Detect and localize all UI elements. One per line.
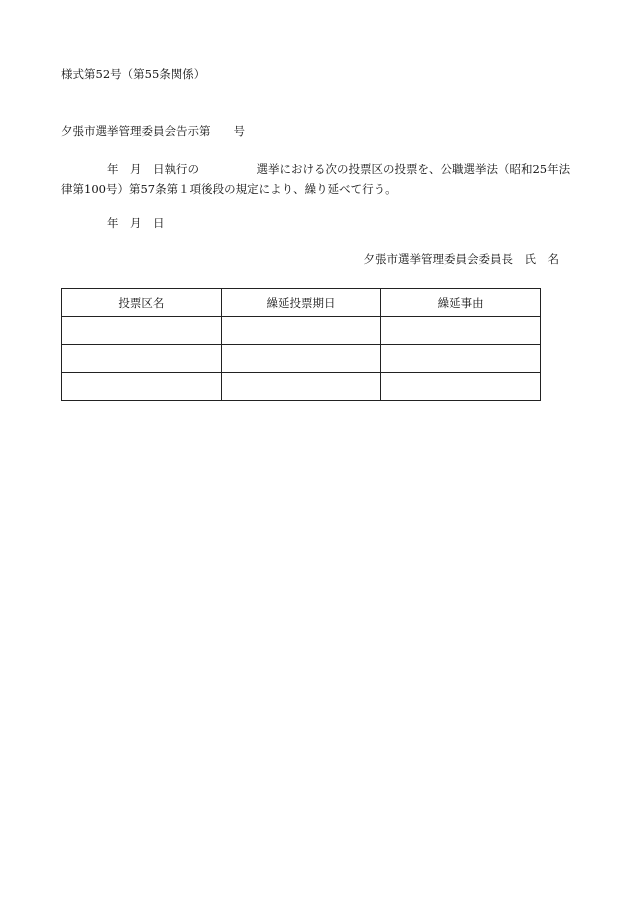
notice-body-line-1: 年 月 日執行の 選挙における次の投票区の投票を、公職選挙法（昭和25年法 bbox=[61, 162, 571, 176]
postponed-voting-table bbox=[61, 288, 541, 401]
table-cell bbox=[221, 317, 381, 345]
header-postponed-date: 繰延投票期日 bbox=[221, 289, 381, 317]
header-postponement-reason: 繰延事由 bbox=[381, 289, 541, 317]
table-cell bbox=[381, 373, 541, 401]
header-voting-district: 投票区名 bbox=[62, 289, 222, 317]
table-cell bbox=[381, 345, 541, 373]
table-cell bbox=[62, 345, 222, 373]
notice-body-line-2: 律第100号）第57条第１項後段の規定により、繰り延べて行う。 bbox=[61, 182, 397, 196]
table-cell bbox=[381, 317, 541, 345]
notice-heading: 夕張市選挙管理委員会告示第 号 bbox=[61, 124, 245, 138]
date-line: 年 月 日 bbox=[61, 216, 165, 230]
table-row bbox=[62, 373, 541, 401]
table-cell bbox=[62, 373, 222, 401]
table-cell bbox=[62, 317, 222, 345]
table-row bbox=[62, 317, 541, 345]
signature-line: 夕張市選挙管理委員会委員長 氏 名 bbox=[363, 252, 559, 266]
table-row bbox=[62, 345, 541, 373]
table-cell bbox=[221, 345, 381, 373]
table-cell bbox=[221, 373, 381, 401]
form-number: 様式第52号（第55条関係） bbox=[61, 67, 206, 81]
table-header-row bbox=[62, 289, 541, 317]
